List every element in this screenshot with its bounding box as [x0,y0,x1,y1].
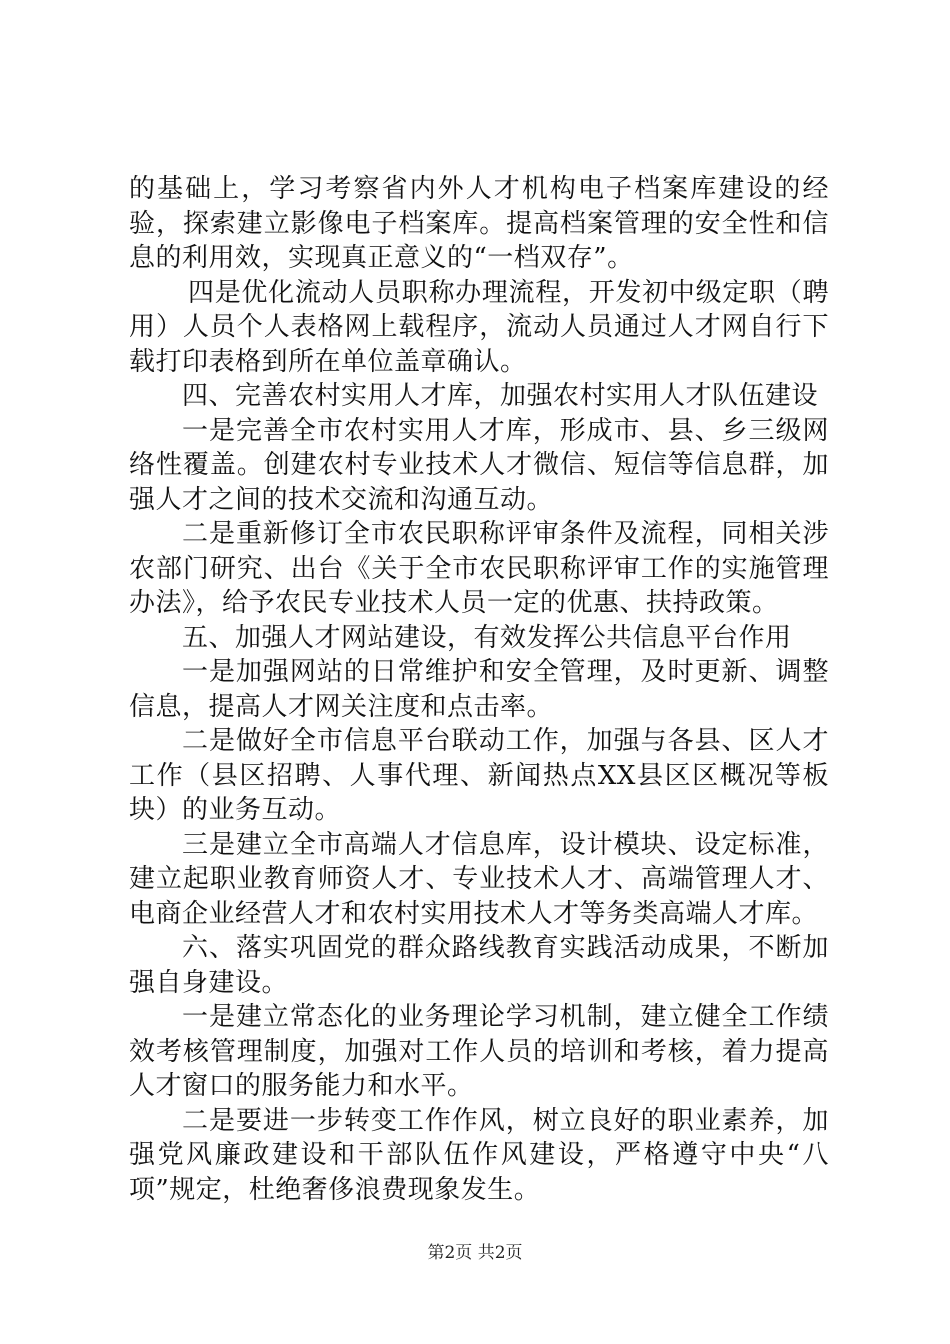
page-footer [0,1243,950,1263]
paragraph-section5-item-2: 二是做好全市信息平台联动工作，加强与各县、区人才工作（县区招聘、人事代理、新闻热点XX县区区概况等板块）的业务互动。 [129,726,829,825]
paragraph-section5-item-1: 一是加强网站的日常维护和安全管理，及时更新、调整信息，提高人才网关注度和点击率。 [129,657,829,722]
paragraph-continuation: 的基础上，学习考察省内外人才机构电子档案库建设的经验，探索建立影像电子档案库。提高档案管理的安全性和信息的利用效，实现真正意义的“一档双存”。 [129,174,829,273]
paragraph-section5-item-3: 三是建立全市高端人才信息库，设计模块、设定标准，建立起职业教育师资人才、专业技术人才、高端管理人才、电商企业经营人才和农村实用技术人才等务类高端人才库。 [129,829,829,929]
page-number-label: 第2页 共2页 [427,1243,523,1263]
paragraph-item-4: 四是优化流动人员职称办理流程，开发初中级定职（聘用）人员个人表格网上载程序，流动人员通过人才网自行下载打印表格到所在单位盖章确认。 [129,277,829,377]
section-heading-4: 四、完善农村实用人才库，加强农村实用人才队伍建设 [182,381,819,411]
paragraph-section6-item-1: 一是建立常态化的业务理论学习机制，建立健全工作绩效考核管理制度，加强对工作人员的培训和考核，着力提高人才窗口的服务能力和水平。 [129,1002,829,1101]
paragraph-section4-item-2: 二是重新修订全市农民职称评审条件及流程，同相关涉农部门研究、出台《关于全市农民职称评审工作的实施管理办法》，给予农民专业技术人员一定的优惠、扶持政策。 [129,519,829,618]
paragraph-section6-item-2: 二是要进一步转变工作作风，树立良好的职业素养，加强党风廉政建设和干部队伍作风建设，严格遵守中央“八项”规定，杜绝奢侈浪费现象发生。 [129,1105,829,1205]
section-heading-6: 六、落实巩固党的群众路线教育实践活动成果，不断加强自身建设。 [129,933,829,998]
paragraph-section4-item-1: 一是完善全市农村实用人才库，形成市、县、乡三级网络性覆盖。创建农村专业技术人才微信、短信等信息群，加强人才之间的技术交流和沟通互动。 [129,415,829,515]
document-body [129,172,829,1207]
section-heading-5: 五、加强人才网站建设，有效发挥公共信息平台作用 [182,622,792,653]
